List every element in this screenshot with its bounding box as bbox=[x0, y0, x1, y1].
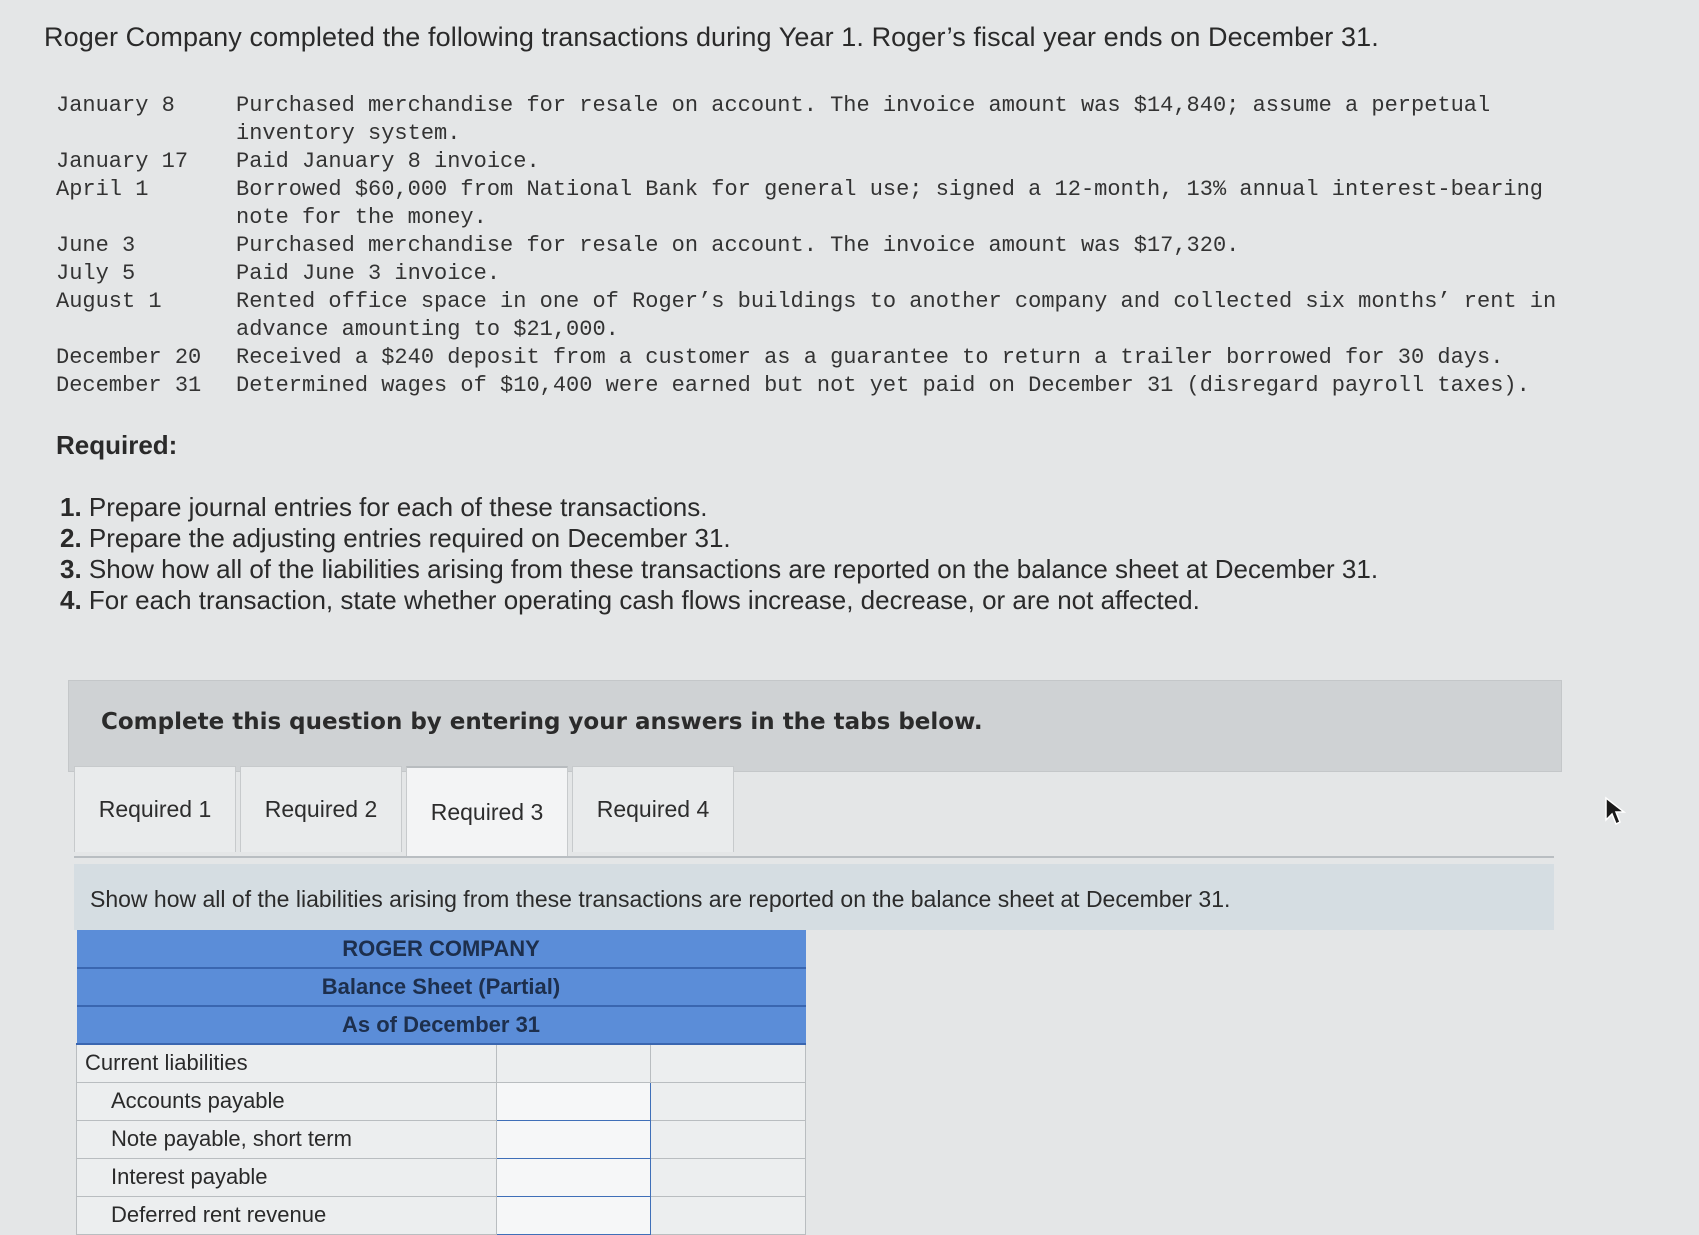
transaction-row bbox=[56, 92, 1656, 148]
transaction-description: Paid June 3 invoice. bbox=[236, 261, 501, 286]
company-name: ROGER COMPANY bbox=[77, 930, 806, 968]
amount-cell bbox=[496, 1044, 651, 1082]
amount-input[interactable] bbox=[496, 1158, 651, 1196]
transaction-row bbox=[56, 232, 1656, 260]
statement-title: Balance Sheet (Partial) bbox=[77, 968, 806, 1006]
amount-input[interactable] bbox=[496, 1082, 651, 1120]
requirements-list bbox=[60, 492, 1378, 616]
tab-required-3[interactable]: Required 3 bbox=[406, 766, 568, 856]
liability-label: Note payable, short term bbox=[77, 1120, 497, 1158]
instruction-banner bbox=[68, 680, 1562, 772]
liability-label: Interest payable bbox=[77, 1158, 497, 1196]
transaction-description: Determined wages of $10,400 were earned but not yet paid on December 31 (disregard payroll taxes). bbox=[236, 373, 1530, 398]
total-cell bbox=[651, 1158, 806, 1196]
amount-input[interactable] bbox=[496, 1120, 651, 1158]
requirement-item bbox=[60, 523, 1378, 554]
required-heading: Required: bbox=[56, 430, 178, 460]
transaction-row bbox=[56, 372, 1656, 400]
total-cell bbox=[651, 1082, 806, 1120]
transaction-description: Purchased merchandise for resale on account. The invoice amount was $14,840; assume a perpetual inventory system. bbox=[236, 93, 1491, 146]
question-prompt bbox=[74, 864, 1554, 930]
requirement-number: 1. bbox=[60, 492, 82, 522]
transaction-date: December 20 bbox=[56, 345, 202, 370]
transaction-list bbox=[56, 92, 1656, 400]
transaction-row bbox=[56, 344, 1656, 372]
requirement-number: 2. bbox=[60, 523, 82, 553]
requirement-item bbox=[60, 585, 1378, 616]
total-cell bbox=[651, 1044, 806, 1082]
table-row bbox=[77, 1158, 806, 1196]
transaction-description: Rented office space in one of Roger’s buildings to another company and collected six months’ rent in advance amounting to $21,000. bbox=[236, 289, 1557, 342]
requirement-text: For each transaction, state whether operating cash flows increase, decrease, or are not affected. bbox=[88, 585, 1200, 615]
mouse-pointer-icon bbox=[1604, 796, 1626, 826]
liability-label: Deferred rent revenue bbox=[77, 1196, 497, 1234]
transaction-description: Purchased merchandise for resale on account. The invoice amount was $17,320. bbox=[236, 233, 1240, 258]
tab-required-1[interactable]: Required 1 bbox=[74, 766, 236, 852]
requirement-item bbox=[60, 554, 1378, 585]
transaction-date: April 1 bbox=[56, 177, 149, 202]
total-cell bbox=[651, 1120, 806, 1158]
table-row bbox=[77, 1082, 806, 1120]
section-label: Current liabilities bbox=[77, 1044, 497, 1082]
transaction-description: Received a $240 deposit from a customer as a guarantee to return a trailer borrowed for 30 days. bbox=[236, 345, 1504, 370]
statement-date: As of December 31 bbox=[77, 1006, 806, 1044]
table-row bbox=[77, 1044, 806, 1082]
transaction-row bbox=[56, 260, 1656, 288]
tab-required-4[interactable]: Required 4 bbox=[572, 766, 734, 852]
liability-label: Accounts payable bbox=[77, 1082, 497, 1120]
requirement-number: 4. bbox=[60, 585, 82, 615]
balance-sheet-table bbox=[76, 930, 806, 1235]
requirement-text: Prepare journal entries for each of these transactions. bbox=[88, 492, 708, 522]
problem-intro: Roger Company completed the following transactions during Year 1. Roger’s fiscal year ends on December 31. bbox=[44, 22, 1379, 52]
requirement-text: Prepare the adjusting entries required on December 31. bbox=[88, 523, 731, 553]
table-header-row bbox=[77, 1006, 806, 1044]
transaction-date: January 8 bbox=[56, 93, 175, 118]
instruction-text: Complete this question by entering your answers in the tabs below. bbox=[101, 709, 983, 735]
table-header-row bbox=[77, 968, 806, 1006]
transaction-date: June 3 bbox=[56, 233, 136, 258]
transaction-row bbox=[56, 176, 1656, 232]
tab-panel-divider bbox=[74, 856, 1554, 858]
requirement-text: Show how all of the liabilities arising from these transactions are reported on the balance sheet at December 31. bbox=[88, 554, 1379, 584]
table-row bbox=[77, 1120, 806, 1158]
requirement-number: 3. bbox=[60, 554, 82, 584]
table-row bbox=[77, 1196, 806, 1234]
prompt-text: Show how all of the liabilities arising from these transactions are reported on the balance sheet at December 31. bbox=[90, 886, 1231, 912]
answer-tabs bbox=[74, 766, 738, 856]
requirement-item bbox=[60, 492, 1378, 523]
transaction-date: July 5 bbox=[56, 261, 136, 286]
transaction-row bbox=[56, 288, 1656, 344]
transaction-date: December 31 bbox=[56, 373, 202, 398]
total-cell bbox=[651, 1196, 806, 1234]
transaction-date: August 1 bbox=[56, 289, 162, 314]
transaction-date: January 17 bbox=[56, 149, 189, 174]
transaction-row bbox=[56, 148, 1656, 176]
table-header-row bbox=[77, 930, 806, 968]
transaction-description: Borrowed $60,000 from National Bank for general use; signed a 12-month, 13% annual interest-bearing note for the money. bbox=[236, 177, 1544, 230]
transaction-description: Paid January 8 invoice. bbox=[236, 149, 540, 174]
amount-input[interactable] bbox=[496, 1196, 651, 1234]
tab-required-2[interactable]: Required 2 bbox=[240, 766, 402, 852]
